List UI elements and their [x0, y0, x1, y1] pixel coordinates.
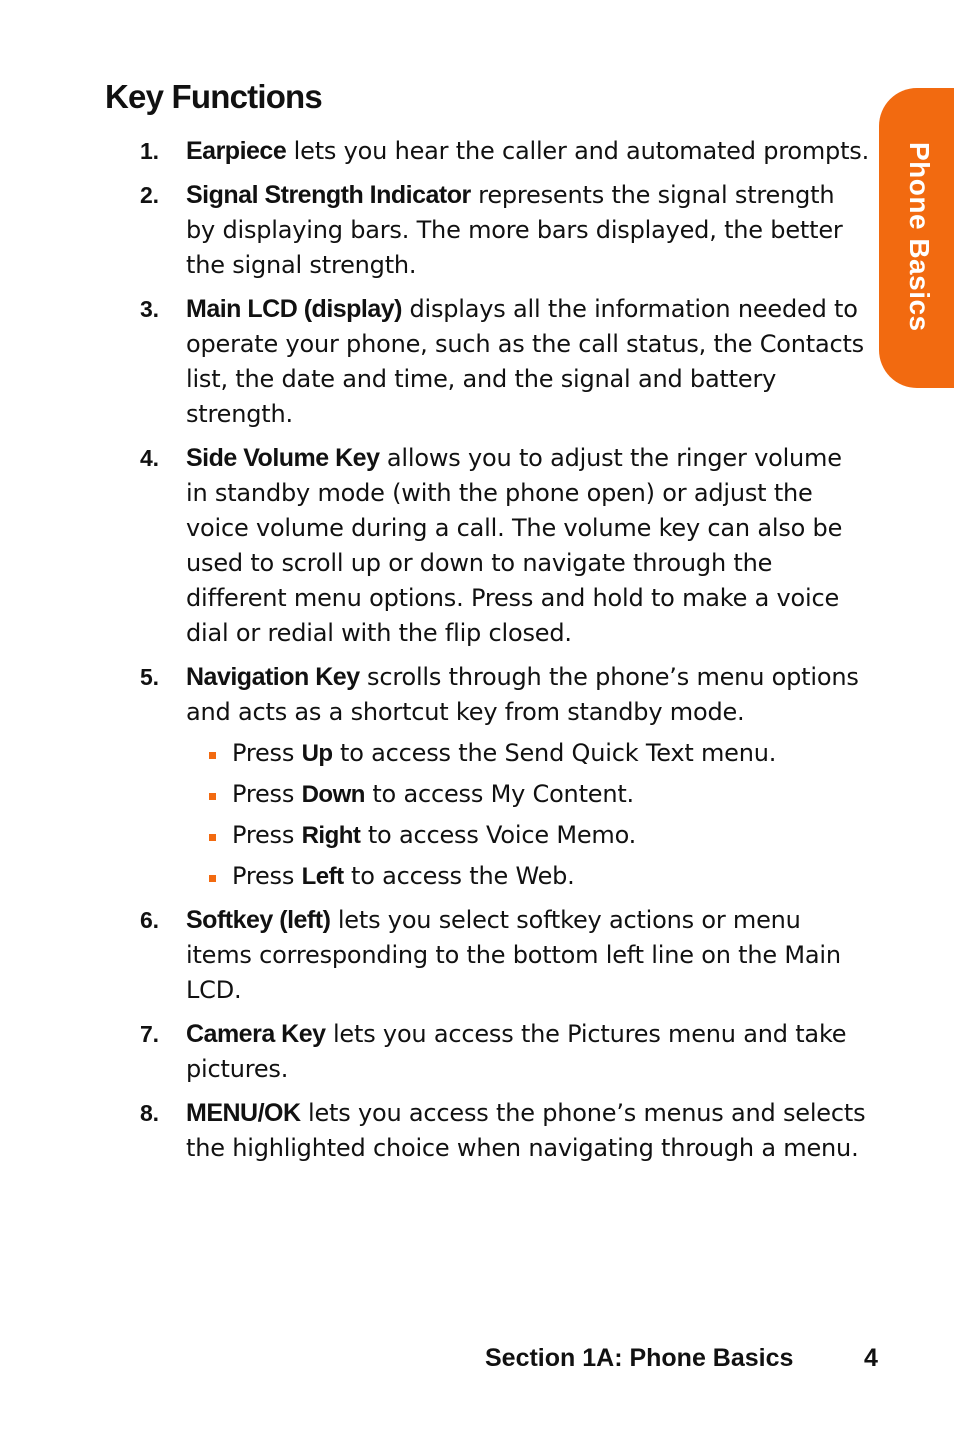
item-number: 4.: [140, 445, 159, 471]
footer-section-title: Section 1A: Phone Basics: [485, 1344, 794, 1372]
sub-post: to access the Web.: [343, 862, 575, 890]
sub-pre: Press: [232, 862, 302, 890]
sub-pre: Press: [232, 739, 302, 767]
item-text: represents the signal strength by displaying bars. The more bars displayed, the better the signal strength.: [186, 181, 843, 279]
sub-pre: Press: [232, 780, 302, 808]
sub-key: Right: [301, 822, 361, 849]
sub-key: Left: [301, 863, 344, 890]
item-text: lets you access the Pictures menu and take pictures.: [186, 1020, 847, 1083]
sub-post: to access the Send Quick Text menu.: [332, 739, 777, 767]
section-tab: [879, 88, 954, 388]
item-number: 8.: [140, 1100, 159, 1126]
list-item: [140, 292, 870, 432]
sub-key: Up: [301, 740, 333, 767]
list-item: [140, 178, 870, 283]
bullet-icon: [209, 793, 216, 800]
sublist-item: [186, 818, 870, 853]
item-term: Navigation Key: [186, 663, 360, 691]
item-text: allows you to adjust the ringer volume in standby mode (with the phone open) or adjust the voice volume during a call. The volume key can also be used to scroll up or down to navigate through the different menu options. Press and hold to make a voice dial or redial with the flip closed.: [186, 444, 843, 647]
list-item: [140, 1096, 870, 1166]
item-text: lets you access the phone’s menus and selects the highlighted choice when navigating through a menu.: [186, 1099, 866, 1162]
item-number: 3.: [140, 296, 159, 322]
list-item: [140, 441, 870, 651]
item-number: 6.: [140, 907, 159, 933]
bullet-icon: [209, 752, 216, 759]
list-item: [140, 134, 870, 169]
key-functions-list: [140, 134, 870, 1175]
sub-post: to access Voice Memo.: [360, 821, 637, 849]
bullet-icon: [209, 834, 216, 841]
item-number: 5.: [140, 664, 159, 690]
sublist-item: [186, 736, 870, 771]
item-term: Camera Key: [186, 1020, 326, 1048]
item-term: Side Volume Key: [186, 444, 380, 472]
item-term: Earpiece: [186, 137, 287, 165]
item-text: scrolls through the phone’s menu options and acts as a shortcut key from standby mode.: [186, 663, 859, 726]
sub-pre: Press: [232, 821, 302, 849]
item-term: Signal Strength Indicator: [186, 181, 471, 209]
item-number: 2.: [140, 182, 159, 208]
list-item: [140, 903, 870, 1008]
item-number: 7.: [140, 1021, 159, 1047]
item-term: MENU/OK: [186, 1099, 301, 1127]
sublist-item: [186, 777, 870, 812]
item-term: Main LCD (display): [186, 295, 403, 323]
navigation-sublist: [186, 736, 870, 894]
list-item: [140, 660, 870, 894]
list-item: [140, 1017, 870, 1087]
section-tab-label: Phone Basics: [904, 142, 935, 332]
item-text: lets you select softkey actions or menu items corresponding to the bottom left line on the Main LCD.: [186, 906, 841, 1004]
item-number: 1.: [140, 138, 159, 164]
item-text: displays all the information needed to operate your phone, such as the call status, the Contacts list, the date and time, and the signal and battery strength.: [186, 295, 864, 428]
sublist-item: [186, 859, 870, 894]
item-term: Softkey (left): [186, 906, 331, 934]
sub-key: Down: [301, 781, 365, 808]
sub-post: to access My Content.: [364, 780, 634, 808]
page-number: 4: [864, 1344, 878, 1372]
item-text: lets you hear the caller and automated prompts.: [286, 137, 870, 165]
page-title: Key Functions: [105, 78, 322, 115]
bullet-icon: [209, 875, 216, 882]
